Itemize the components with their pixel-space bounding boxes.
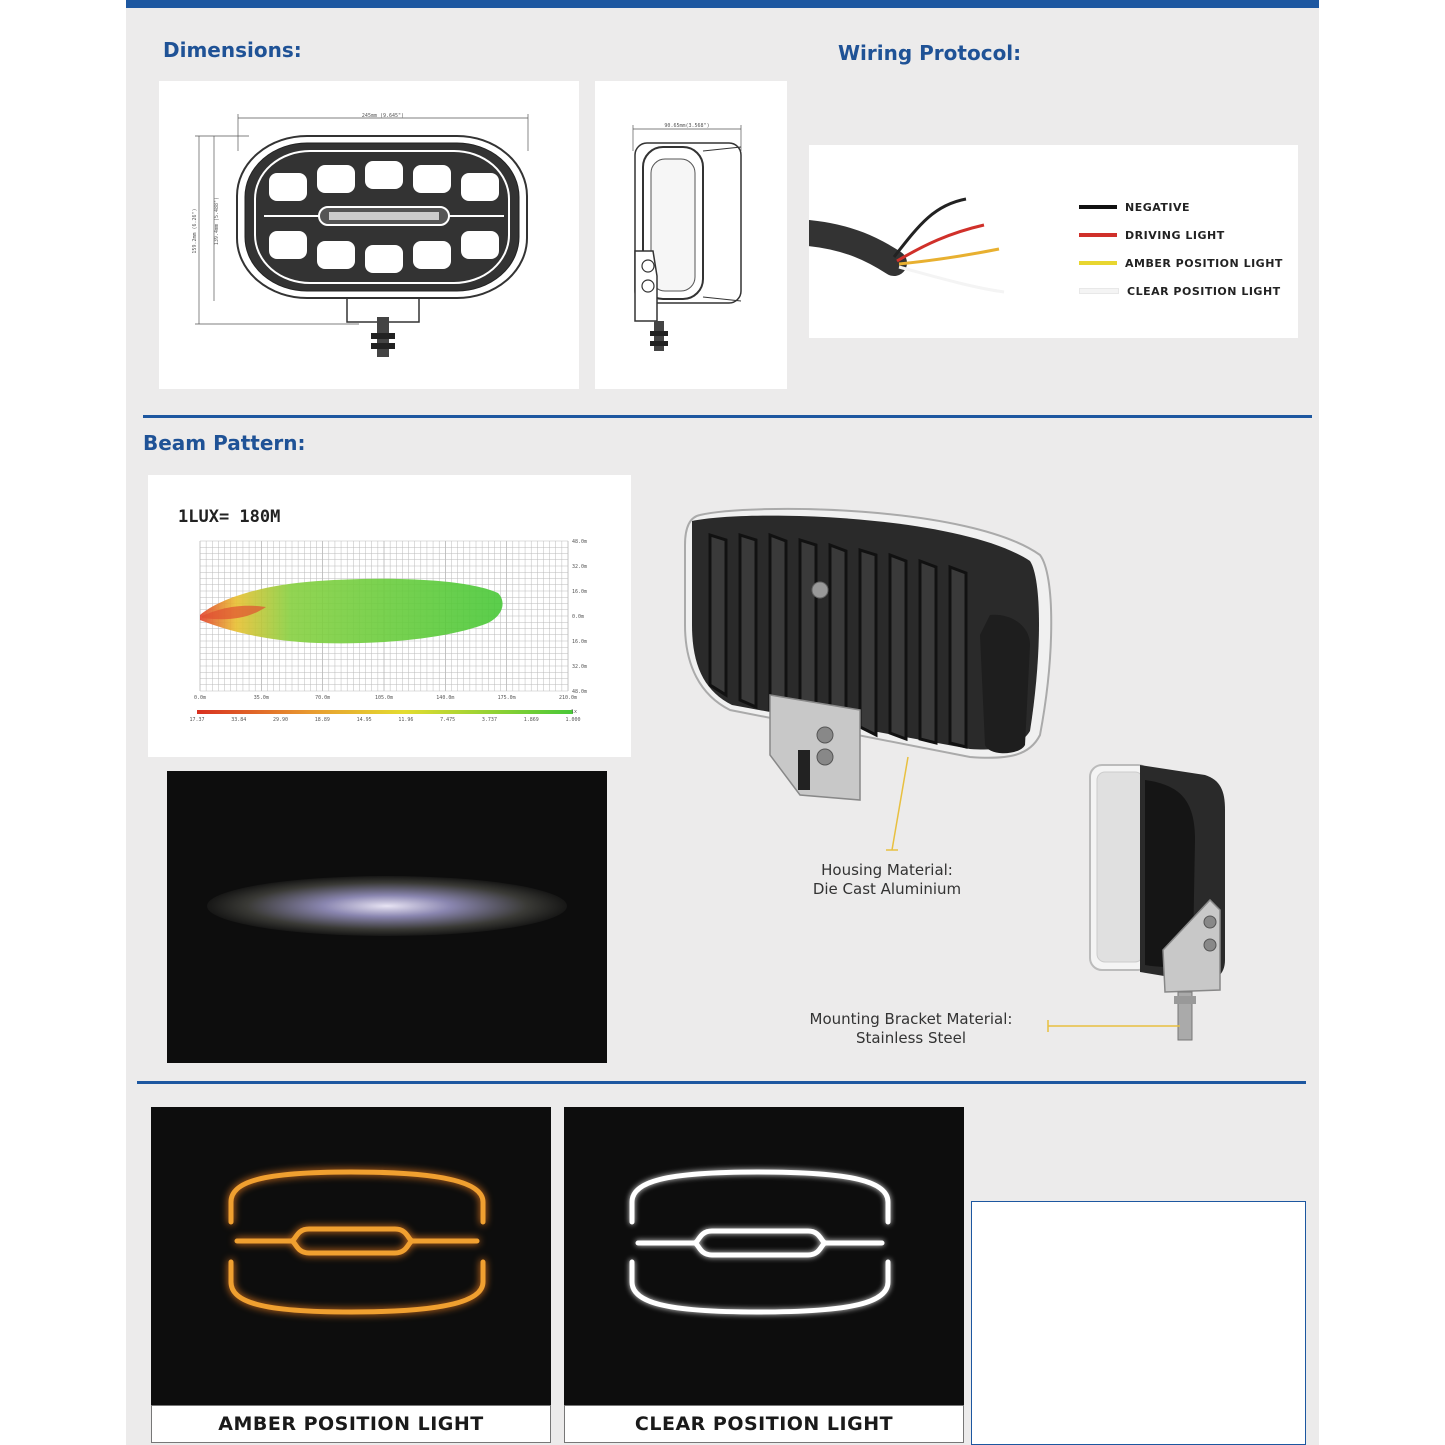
legend-item-negative — [1079, 193, 1283, 221]
bracket-side-image — [1085, 760, 1235, 1045]
x-tick-label: 140.0m — [436, 695, 455, 701]
front-width-label: 245mm (9.645") — [361, 113, 405, 119]
legend-item-clear — [1079, 277, 1283, 305]
scale-label: 33.84 — [231, 717, 247, 723]
legend-label: DRIVING LIGHT — [1125, 228, 1225, 242]
legend-item-driving — [1079, 221, 1283, 249]
beam-chart — [148, 475, 631, 757]
scale-label: 1.000 — [565, 717, 581, 723]
housing-material-title: Housing Material: — [821, 861, 953, 879]
negative-swatch — [1079, 205, 1117, 209]
housing-leader-line — [880, 755, 910, 855]
scale-label: 7.475 — [440, 717, 456, 723]
lux-label: 1LUX= 180M — [178, 507, 281, 527]
front-height-outer-label: 159.2mm (6.26") — [192, 208, 198, 254]
y-tick-label: 32.0m — [572, 564, 588, 570]
dimensions-heading: Dimensions: — [163, 38, 302, 62]
divider — [137, 1081, 1306, 1084]
y-tick-label: 16.0m — [572, 589, 588, 595]
clear-position-photo — [564, 1107, 964, 1405]
side-view-diagram — [595, 81, 787, 389]
amber-position-label: AMBER POSITION LIGHT — [151, 1405, 551, 1443]
scale-label: 3.737 — [481, 717, 497, 723]
front-view-diagram — [159, 81, 579, 389]
scale-label: 1.869 — [523, 717, 539, 723]
x-tick-label: 175.0m — [497, 695, 516, 701]
bracket-leader-line — [1045, 1018, 1185, 1034]
legend-label: CLEAR POSITION LIGHT — [1127, 284, 1281, 298]
beam-heading: Beam Pattern: — [143, 431, 306, 455]
x-tick-label: 35.0m — [253, 695, 269, 701]
y-tick-label: 0.0m — [572, 614, 585, 620]
clear-light-outline — [564, 1107, 964, 1405]
wiring-heading: Wiring Protocol: — [838, 41, 1022, 65]
amber-light-outline — [151, 1107, 551, 1405]
wiring-legend — [1079, 193, 1283, 305]
x-tick-label: 210.0m — [558, 695, 578, 701]
driving-swatch — [1079, 233, 1117, 237]
wiring-panel — [809, 145, 1298, 338]
housing-material-caption — [787, 861, 987, 899]
scale-unit: lx — [571, 709, 578, 715]
legend-item-amber — [1079, 249, 1283, 277]
bracket-material-value: Stainless Steel — [855, 1029, 967, 1047]
divider — [143, 415, 1312, 418]
housing-rear-image — [670, 495, 1070, 815]
clear-swatch — [1079, 288, 1119, 294]
y-tick-label: 32.0m — [572, 664, 588, 670]
clear-position-label: CLEAR POSITION LIGHT — [564, 1405, 964, 1443]
scale-label: 11.96 — [398, 717, 414, 723]
legend-label: NEGATIVE — [1125, 200, 1191, 214]
amber-swatch — [1079, 261, 1117, 265]
bracket-material-caption — [790, 1010, 1032, 1048]
y-tick-label: 16.0m — [572, 639, 588, 645]
bracket-material-title: Mounting Bracket Material: — [809, 1010, 1013, 1028]
lux-scale-bar — [197, 710, 573, 714]
front-height-inner-label: 139.4mm (5.488") — [214, 196, 220, 246]
x-tick-label: 70.0m — [315, 695, 331, 701]
scale-label: 18.89 — [314, 717, 330, 723]
scale-label: 17.37 — [189, 717, 205, 723]
scale-label: 14.95 — [356, 717, 372, 723]
wiring-cable-illustration — [809, 145, 1069, 338]
housing-material-value: Die Cast Aluminium — [812, 880, 962, 898]
legend-label: AMBER POSITION LIGHT — [1125, 256, 1283, 270]
front-dimension-drawing — [159, 81, 579, 389]
beam-chart-panel — [148, 475, 631, 757]
side-dimension-drawing — [595, 81, 787, 389]
amber-position-photo — [151, 1107, 551, 1405]
blank-panel — [971, 1201, 1306, 1445]
scale-label: 29.90 — [273, 717, 289, 723]
beam-glow — [207, 876, 567, 936]
side-depth-label: 90.65mm(3.568") — [664, 123, 710, 129]
y-tick-label: 48.0m — [572, 539, 588, 545]
top-accent-bar — [126, 0, 1319, 8]
x-tick-label: 0.0m — [193, 695, 207, 701]
x-tick-label: 105.0m — [374, 695, 394, 701]
beam-photo — [167, 771, 607, 1063]
y-tick-label: 48.0m — [572, 689, 588, 695]
